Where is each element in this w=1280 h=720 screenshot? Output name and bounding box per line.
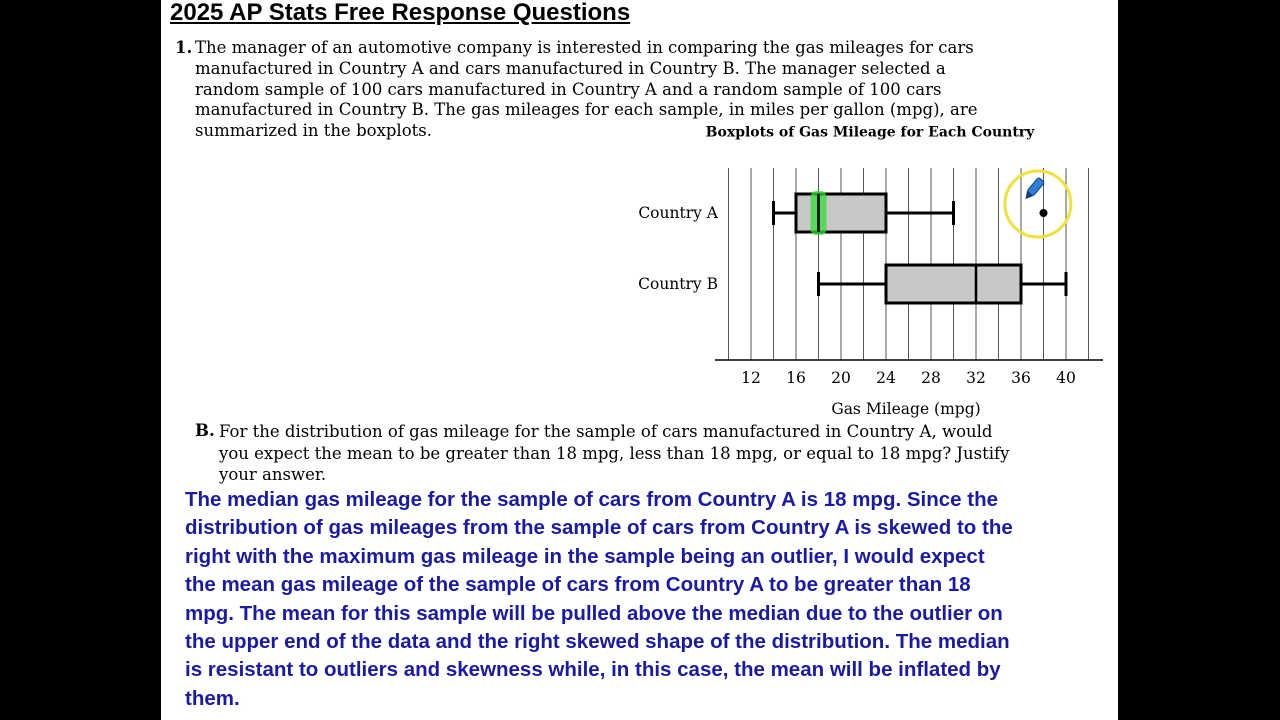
chart-title: Boxplots of Gas Mileage for Each Country bbox=[705, 124, 1035, 141]
part-b-line: your answer. bbox=[219, 465, 327, 485]
question-line: summarized in the boxplots. bbox=[195, 121, 432, 141]
answer-line: right with the maximum gas mileage in the sample being an outlier, I would expect bbox=[185, 544, 985, 568]
chart-x-axis bbox=[715, 360, 1103, 387]
question-line: manufactured in Country A and cars manufactured in Country B. The manager selected a bbox=[195, 58, 946, 78]
answer-line: The median gas mileage for the sample of cars from Country A is 18 mpg. Since the bbox=[185, 488, 998, 511]
x-tick-label: 40 bbox=[1056, 369, 1076, 387]
part-b-text bbox=[219, 421, 1009, 486]
page-title: 2025 AP Stats Free Response Questions bbox=[170, 0, 631, 26]
outlier-point bbox=[1040, 209, 1048, 217]
x-tick-label: 36 bbox=[1011, 369, 1031, 387]
worksheet-page bbox=[161, 0, 1118, 720]
question-line: manufactured in Country B. The gas mileages for each sample, in miles per gallon (mpg), are bbox=[195, 100, 978, 120]
boxplot-chart bbox=[161, 0, 1118, 430]
part-b-label: B. bbox=[195, 421, 215, 440]
part-b-line: For the distribution of gas mileage for the sample of cars manufactured in Country A, would bbox=[219, 422, 993, 441]
x-tick-label: 28 bbox=[921, 369, 941, 387]
handwritten-answer bbox=[185, 486, 1013, 713]
x-axis-label: Gas Mileage (mpg) bbox=[831, 400, 981, 418]
series-label: Country A bbox=[638, 204, 718, 222]
x-tick-label: 12 bbox=[741, 369, 761, 387]
question-number: 1. bbox=[175, 38, 193, 57]
question-line: random sample of 100 cars manufactured in Country A and a random sample of 100 cars bbox=[195, 79, 942, 99]
x-tick-label: 24 bbox=[876, 369, 896, 387]
answer-line: them. bbox=[185, 686, 240, 710]
iqr-box bbox=[796, 194, 886, 232]
x-tick-label: 32 bbox=[966, 369, 986, 387]
question-line: The manager of an automotive company is interested in comparing the gas mileages for cars bbox=[195, 38, 974, 57]
marker-pen-icon bbox=[1022, 177, 1044, 201]
answer-line: the upper end of the data and the right skewed shape of the distribution. The median bbox=[185, 630, 1010, 654]
part-b-line: you expect the mean to be greater than 18 mpg, less than 18 mpg, or equal to 18 mpg? Justify bbox=[219, 443, 1010, 463]
answer-line: the mean gas mileage of the sample of cars from Country A to be greater than 18 bbox=[185, 573, 971, 597]
series-label: Country B bbox=[638, 275, 718, 293]
x-tick-label: 20 bbox=[831, 369, 851, 387]
iqr-box bbox=[886, 265, 1021, 303]
answer-line: is resistant to outliers and skewness while, in this case, the mean will be inflated by bbox=[185, 658, 1001, 682]
x-tick-label: 16 bbox=[786, 369, 806, 387]
answer-line: mpg. The mean for this sample will be pulled above the median due to the outlier on bbox=[185, 601, 1003, 625]
answer-line: distribution of gas mileages from the sample of cars from Country A is skewed to the bbox=[185, 516, 1013, 540]
chart-marks bbox=[638, 171, 1071, 303]
